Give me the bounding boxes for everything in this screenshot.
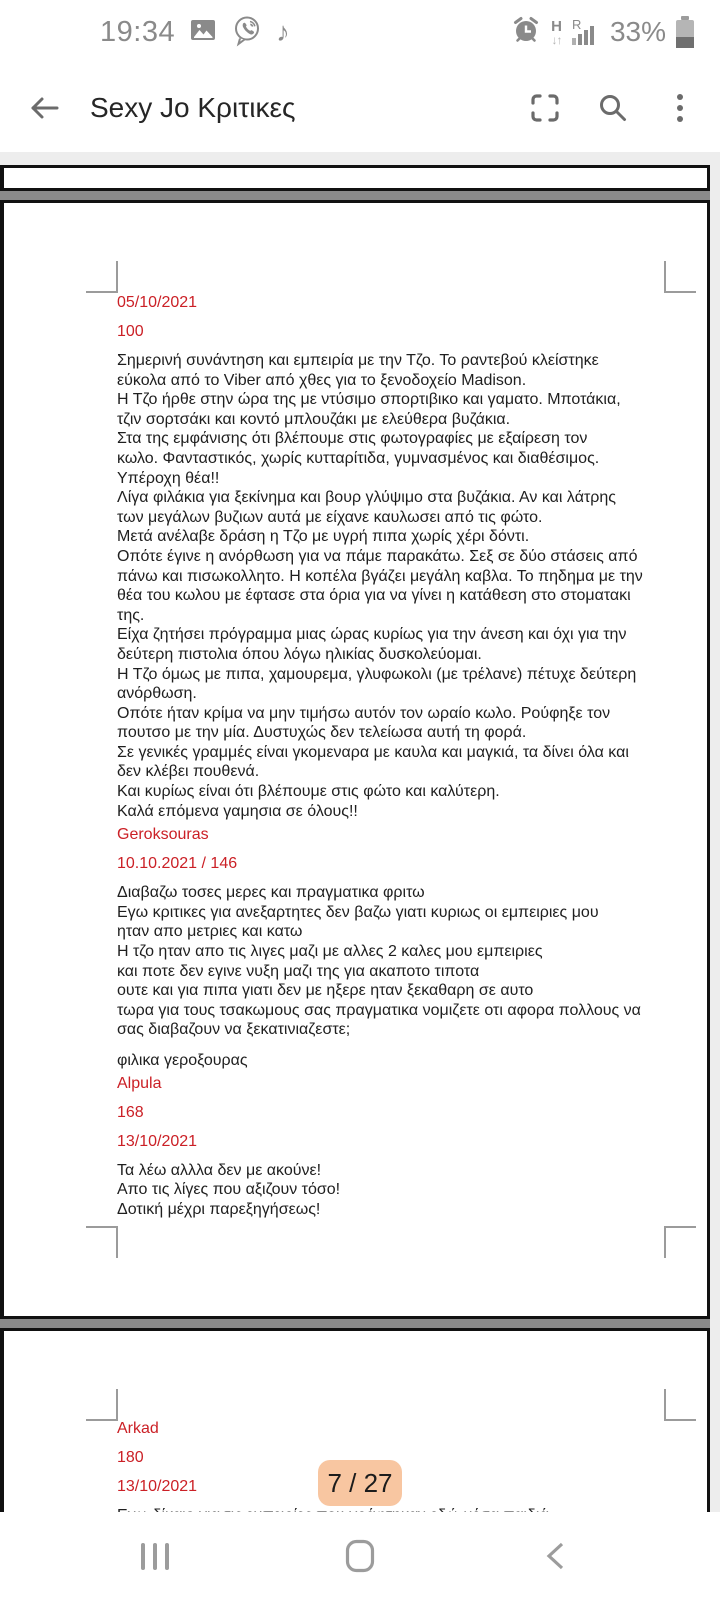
text-line: Οπότε ήταν κρίμα να μην τιμήσω αυτόν τον ωραίο κωλο. Ρούφηξε τον [117,704,611,722]
crop-mark-bottom-right [664,1226,696,1258]
status-right-cluster [511,0,694,64]
hspa-data-icon: H ↓↑ [551,17,562,47]
battery-icon [676,16,694,48]
text-line: Σημερινή συνάντηση και εμπειρία με την Τζο. Το ραντεβού κλείστηκε [117,352,599,369]
text-line: τωρα για τους τσακωμους σας πραγματικα νομιζετε οτι αφορα πολλους να [117,1001,641,1019]
text-line: Η Τζο ήρθε στην ώρα της με ντύσιμο σπορτιβικο και γαματο. Μποτάκια, [117,391,621,409]
recents-icon[interactable] [125,1512,185,1600]
crop-mark-top-right [664,1389,696,1421]
clock-text: 19:34 [100,15,176,48]
text-line: σας διαβαζουν να ξεκατινιαζεστε; [117,1021,351,1039]
text-line: Είχα ζητήσει πρόγραμμα μιας ώρας κυρίως για την άνεση και όχι για την [117,626,627,644]
review-text [117,1161,687,1220]
text-line: ουτε και για πιπα γιατι δεν με ηξερε ηταν ξεκαθαρη σε αυτο [117,982,534,1000]
text-line: Μετά ανέλαβε δράση η Τζο με υγρή πιπα χωρίς χέρι δόντι. [117,528,530,546]
text-line: ηταν απο μετριες και κατω [117,923,303,941]
post-number: 100 [117,323,144,340]
post-date: 05/10/2021 [117,294,198,311]
crop-mark-top-right [664,261,696,293]
text-line: Απο τις λίγες που αξιζουν τόσο! [117,1181,341,1199]
battery-percent-text: 33% [609,16,666,47]
text-line: Στα της εμφάνισης ότι βλέπουμε στις φωτογραφίες με εξαίρεση τον [117,430,588,448]
app-bar [0,64,720,152]
post-header: 10.10.2021 / 146 [117,855,238,873]
text-line: τζιν σορτσάκι και κοντό μπλουζάκι με ελεύθερα βυζάκια. [117,410,511,428]
review-text [117,351,687,821]
text-line: εύκολα από το Viber από χθες για το ξενοδοχείο Madison. [117,371,527,389]
page-title: Sexy Jo Κριτικες [90,92,296,123]
document-view[interactable] [0,152,720,1512]
post-author: Arkad [117,1420,159,1437]
home-icon[interactable] [330,1512,390,1600]
text-line: των μεγάλων βυζιων αυτά με είχανε καυλωσει από τις φώτο. [117,508,543,526]
page-6-bottom-edge [0,165,710,191]
text-line: θέα του κωλου με έφτασε στα όρια για να γίνει η κατάθεση στο στοματακι [117,587,631,605]
text-line: Τα λέω αλλλα δεν με ακούνε! [117,1161,322,1179]
text-line: Υπέροχη θέα!! [117,469,220,487]
post-author: Alpula [117,1074,162,1092]
text-line: Διαβαζω τοσες μερες και πραγματικα φριτω [117,884,425,902]
review-signature: φιλικα γεροξουρας [117,1052,248,1069]
text-line: δεύτερη πιστολια όπου λόγω ηλικίας δυσκολεύομαι. [117,645,482,663]
text-line: Η Τζο όμως με πιπα, χαμουρεμα, γλυφωκολι (με τρέλανε) πέτυχε δεύτερη [117,665,637,683]
status-bar [0,0,720,64]
page-gap [0,1319,710,1328]
gallery-icon [188,15,218,50]
overflow-menu-icon[interactable] [660,88,700,128]
text-line: ανόρθωση. [117,685,197,703]
review-text [117,883,687,1040]
page-gap [0,191,710,200]
back-icon[interactable] [525,1512,585,1600]
text-line: της. [117,606,145,624]
status-left-cluster [100,0,290,64]
text-line: Η τζο ηταν απο τις λιγες μαζι με αλλες 2 καλες μου εμπειριες [117,943,543,961]
text-line: κωλο. Φανταστικός, χωρίς κυτταρίτιδα, γυμνασμένος και διαθέσιμος. [117,449,600,467]
text-line: Λίγα φιλάκια για ξεκίνημα και βουρ γλύψιμο στα βυζάκια. Αν και λάτρης [117,489,616,507]
crop-mark-bottom-left [86,1226,118,1258]
post-number: 168 [117,1103,144,1121]
viber-icon [231,14,263,51]
music-note-icon: ♪ [276,16,290,47]
post-author: Geroksouras [117,826,209,844]
crop-mark-top-left [86,261,118,293]
text-line: δεν κλέβει πουθενά. [117,763,260,781]
post-date: 13/10/2021 [117,1132,198,1150]
alarm-icon [511,15,541,50]
text-line: Οπότε έγινε η ανόρθωση για να πάμε παρακάτω. Σεξ σε δύο στάσεις από [117,547,638,565]
post-number: 180 [117,1449,144,1466]
text-line: Και κυρίως είναι ότι βλέπουμε στις φώτο και καλύτερη. [117,783,500,801]
text-line: Δοτική μέχρι παρεξηγήσεως! [117,1200,321,1218]
fullscreen-icon[interactable] [525,88,565,128]
post-date: 13/10/2021 [117,1478,198,1495]
text-line: Εγω κριτικες για ανεξαρτητες δεν βαζω γιατι κυριως οι εμπειριες μου [117,903,599,921]
text-line: Σε γενικές γραμμές είναι γκομεναρα με καυλα και μαγκιά, τα δίνει όλα και [117,743,629,761]
back-arrow-icon[interactable] [24,88,64,128]
text-line: πάνω και πισωκολλητο. Η κοπέλα βγάζει μεγάλη καβλα. Το πηδημα με την [117,567,643,585]
page-indicator-badge: 7 / 27 [318,1460,402,1506]
navigation-bar [0,1512,720,1600]
crop-mark-top-left [86,1389,118,1421]
text-line: πουτσο με την μία. Δυστυχώς δεν τελείωσα αυτή τη φορά. [117,724,527,742]
text-line: Καλά επόμενα γαμησια σε όλους!! [117,802,358,820]
page-7 [0,200,710,1319]
roaming-signal-icon: R [572,17,600,47]
text-line: και ποτε δεν εγινε νυξη μαζι της για ακαποτο τιποτα [117,962,480,980]
search-icon[interactable] [593,88,633,128]
